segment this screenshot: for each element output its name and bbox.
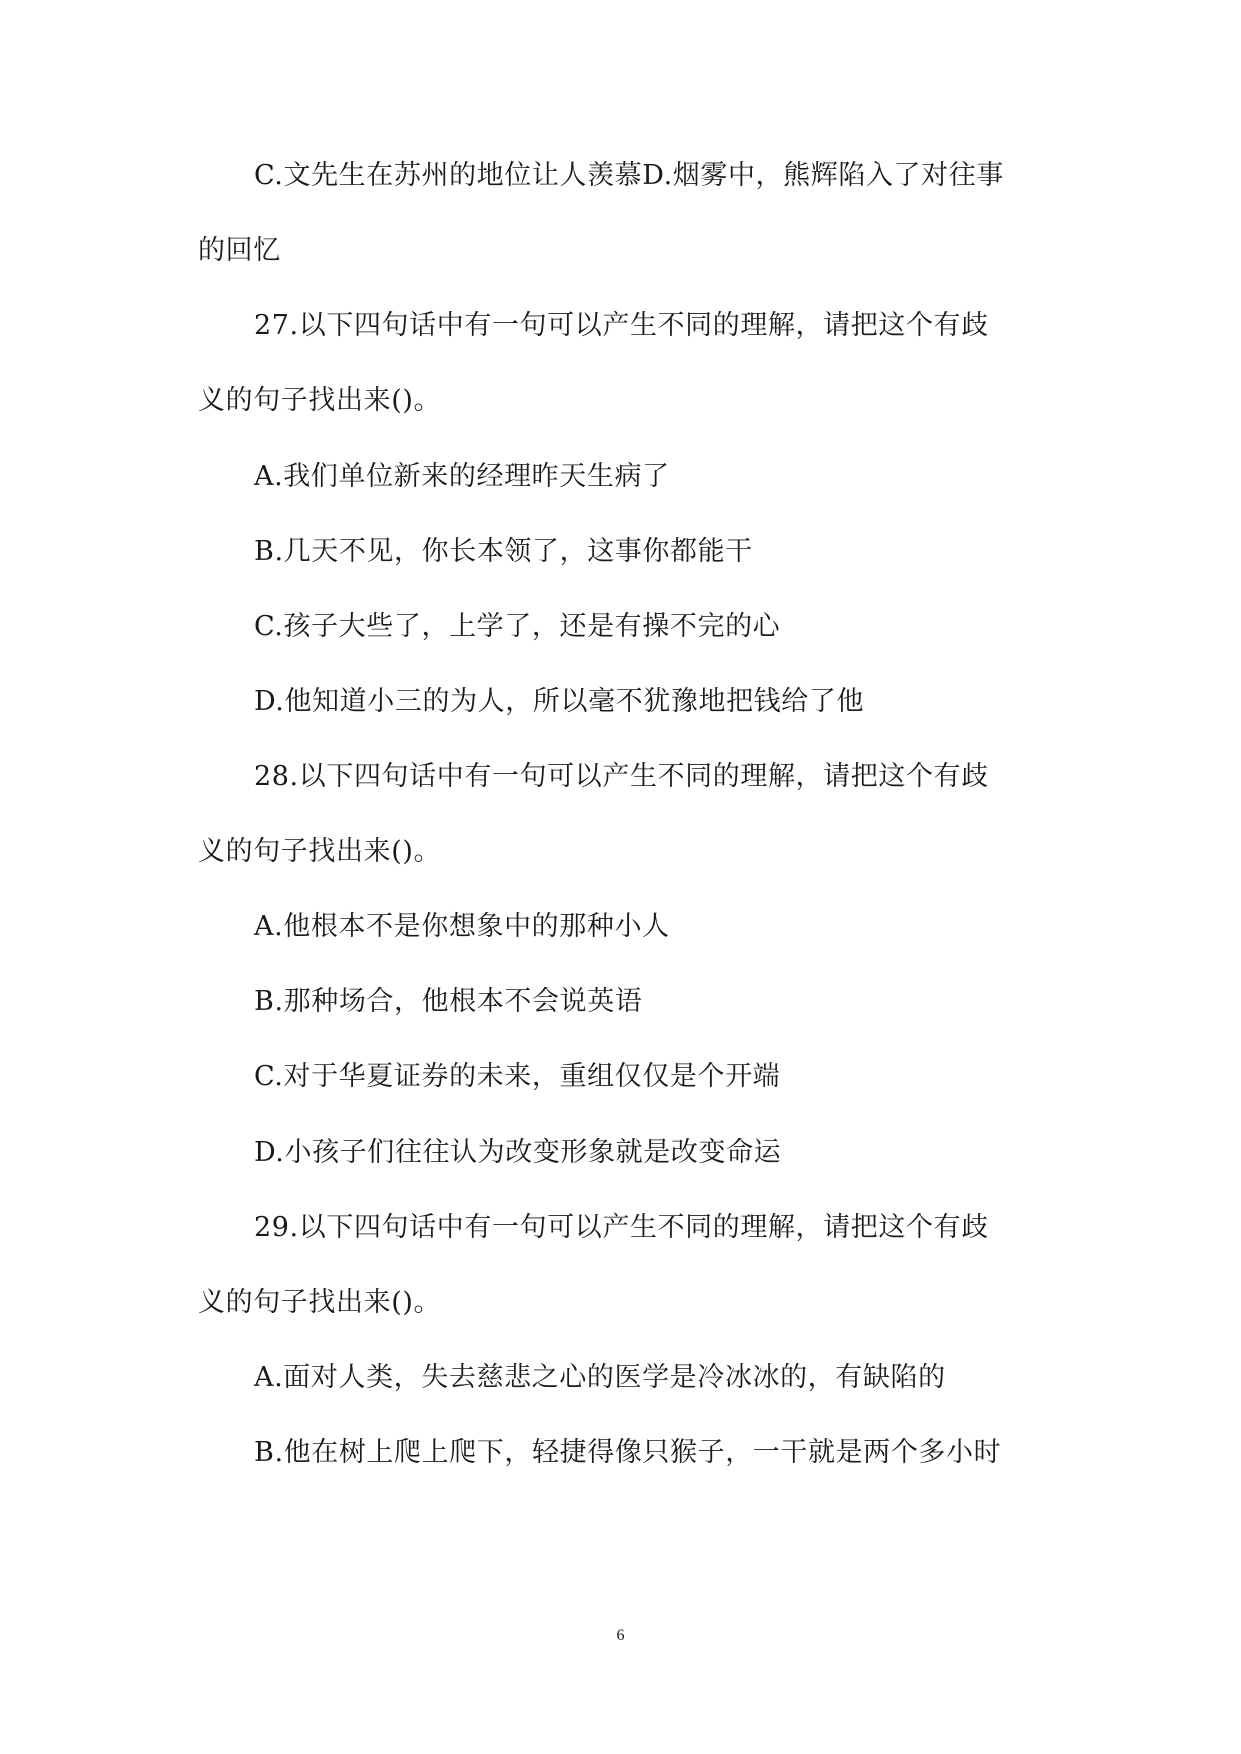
- question-29-stem-cont: 义的句子找出来()。: [198, 1287, 442, 1318]
- question-27-option-b: B.几天不见，你长本领了，这事你都能干: [254, 536, 753, 567]
- question-28-option-c: C.对于华夏证券的未来，重组仅仅是个开端: [254, 1061, 781, 1092]
- question-28-option-a: A.他根本不是你想象中的那种小人: [254, 911, 670, 942]
- question-27-stem: 27.以下四句话中有一句可以产生不同的理解，请把这个有歧: [254, 310, 989, 341]
- paragraph-line: 的回忆: [198, 235, 281, 266]
- question-29-option-b: B.他在树上爬上爬下，轻捷得像只猴子，一干就是两个多小时: [254, 1437, 1002, 1468]
- question-27-stem-cont: 义的句子找出来()。: [198, 385, 442, 416]
- question-28-option-b: B.那种场合，他根本不会说英语: [254, 986, 643, 1017]
- question-27-option-c: C.孩子大些了，上学了，还是有操不完的心: [254, 611, 781, 642]
- question-29-stem: 29.以下四句话中有一句可以产生不同的理解，请把这个有歧: [254, 1212, 989, 1243]
- question-28-option-d: D.小孩子们往往认为改变形象就是改变命运: [254, 1137, 782, 1168]
- question-27-option-d: D.他知道小三的为人，所以毫不犹豫地把钱给了他: [254, 686, 865, 717]
- page-number: 6: [616, 1627, 625, 1644]
- question-29-option-a: A.面对人类，失去慈悲之心的医学是冷冰冰的，有缺陷的: [254, 1362, 946, 1393]
- question-28-stem: 28.以下四句话中有一句可以产生不同的理解，请把这个有歧: [254, 761, 989, 792]
- question-27-option-a: A.我们单位新来的经理昨天生病了: [254, 461, 670, 492]
- paragraph-line: C.文先生在苏州的地位让人羡慕D.烟雾中，熊辉陷入了对往事: [254, 160, 1004, 191]
- question-28-stem-cont: 义的句子找出来()。: [198, 836, 442, 867]
